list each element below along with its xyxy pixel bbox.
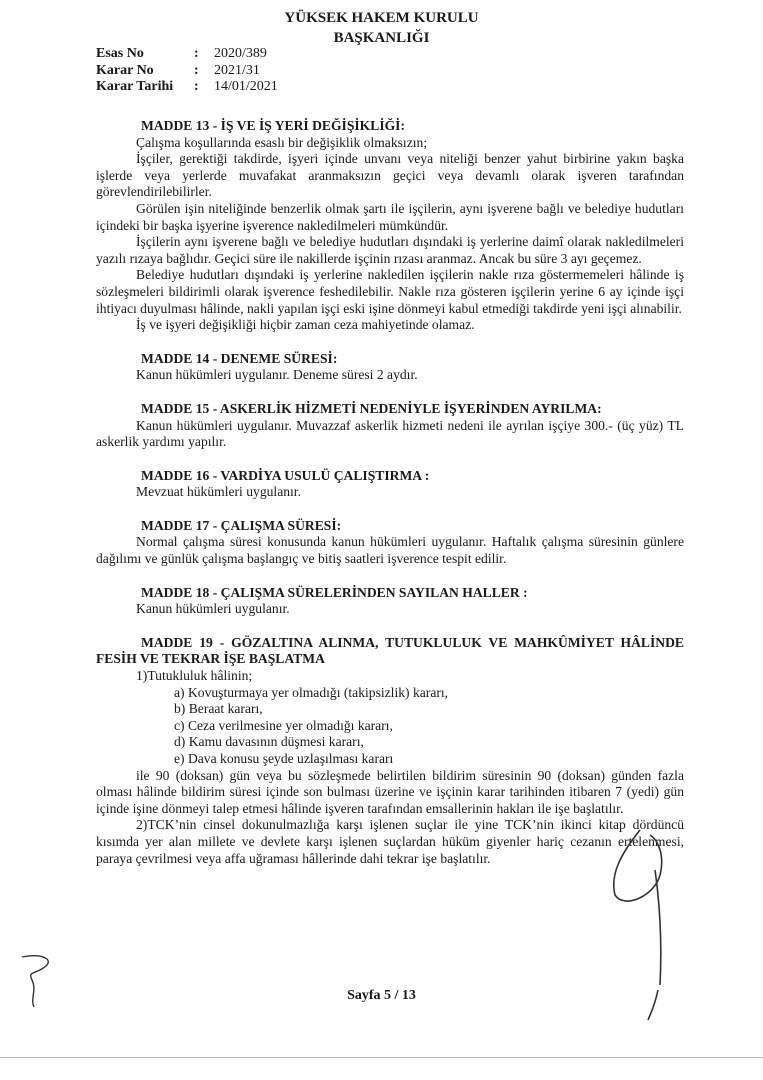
meta-value: 2020/389: [214, 46, 267, 61]
article-15-title: MADDE 15 - ASKERLİK HİZMETİ NEDENİYLE İŞYERİNDEN AYRILMA:: [141, 400, 602, 416]
meta-sep: :: [194, 62, 199, 78]
list-item: d) Kamu davasının düşmesi kararı,: [174, 734, 364, 750]
page-number: 5 / 13: [384, 988, 416, 1003]
meta-row-esas: [96, 46, 278, 63]
article-19-p1: 1)Tutukluluk hâlinin;: [136, 668, 253, 684]
meta-label: Esas No: [96, 46, 144, 61]
signature-mark-left: [12, 945, 72, 1015]
header-line-2: BAŞKANLIĞI: [333, 30, 430, 46]
document-header: [0, 8, 763, 48]
article-13-title: MADDE 13 - İŞ VE İŞ YERİ DEĞİŞİKLİĞİ:: [141, 118, 406, 133]
list-item: e) Dava konusu şeyde uzlaşılması kararı: [174, 751, 394, 766]
article-19-list: [174, 685, 684, 768]
scan-edge-line: [0, 1057, 763, 1058]
article-14-p1: Kanun hükümleri uygulanır. Deneme süresi 2 aydır.: [136, 367, 418, 383]
article-18-p1: Kanun hükümleri uygulanır.: [136, 601, 290, 617]
meta-row-tarih: [96, 79, 278, 96]
article-13-p1: Çalışma koşullarında esaslı bir değişiklik olmaksızın;: [136, 134, 428, 150]
article-13-p3: Görülen işin niteliğinde benzerlik olmak şartı ile işçilerin, aynı işverene bağlı ve belediye hudutları içindeki bir başka işyerine işverence nakledilmeleri mümkündür.: [96, 200, 684, 233]
article-15-p1: Kanun hükümleri uygulanır. Muvazzaf askerlik hizmeti nedeni ile ayrılan işçiye 300.- (üç yüz) TL askerlik yardımı yapılır.: [96, 417, 684, 450]
article-17-title: MADDE 17 - ÇALIŞMA SÜRESİ:: [141, 517, 342, 533]
article-13-p6: İş ve işyeri değişikliği hiçbir zaman ceza mahiyetinde olamaz.: [136, 317, 475, 333]
meta-value: 14/01/2021: [214, 79, 278, 94]
meta-sep: :: [194, 46, 199, 61]
article-13-p2: İşçiler, gerektiği takdirde, işyeri içinde unvanı veya niteliği benzer yahut birbirine yakın başka işlerde veya yerlerde muvafakat aranmaksızın geçici veya devamlı olarak işveren tarafından görevlendirilebilirler.: [96, 151, 684, 200]
meta-label: Karar No: [96, 62, 154, 78]
document-body: [96, 118, 684, 867]
article-19-title: MADDE 19 - GÖZALTINA ALINMA, TUTUKLULUK VE MAHKÛMİYET HÂLİNDE FESİH VE TEKRAR İŞE BAŞLATMA: [96, 634, 684, 667]
article-14-title: MADDE 14 - DENEME SÜRESİ:: [141, 350, 338, 366]
article-13-p5: Belediye hudutları dışındaki iş yerlerine nakledilen işçilerin nakle rıza göstermemeleri hâlinde iş sözleşmeleri bildirimli olarak işverence feshedilebilir. Nakle rıza gösteren işçilerin yerine 6 ay içinde işçi ihtiyacı duyulması hâlinde, nakli yapılan işçi eski işine dönmeyi kabul etmediği takdirde yeni işçi alınabilir.: [96, 267, 684, 316]
article-19-p3: 2)TCK’nin cinsel dokunulmazlığa karşı işlenen suçlar ile yine TCK’nin ikinci kitap dördüncü kısımda yer alan millete ve devlete karşı işlenen suçlardan hüküm giyenler hariç cezanın ertelenmesi, paraya çevrilmesi veya affa uğraması hâllerinde dahi tekrar işe başlatılır.: [96, 817, 684, 866]
article-17-p1: Normal çalışma süresi konusunda kanun hükümleri uygulanır. Haftalık çalışma süresinin günlere dağılımı ve günlük çalışma başlangıç ve bitiş saatleri işverence tespit edilir.: [96, 534, 684, 567]
article-13-p4: İşçilerin aynı işverene bağlı ve belediye hudutları dışındaki iş yerlerine daimî olarak nakledilmeleri yazılı rızaya bağlıdır. Geçici süre ile nakillerde işçinin rızası aranmaz. Ancak bu süre 3 ayı geçemez.: [96, 234, 684, 266]
article-18-title: MADDE 18 - ÇALIŞMA SÜRELERİNDEN SAYILAN HALLER :: [141, 584, 528, 600]
article-16-title: MADDE 16 - VARDİYA USULÜ ÇALIŞTIRMA :: [141, 467, 430, 483]
page-footer: [0, 988, 763, 1004]
list-item: b) Beraat kararı,: [174, 701, 263, 717]
article-16-p1: Mevzuat hükümleri uygulanır.: [136, 484, 301, 500]
case-meta: [96, 46, 278, 96]
meta-label: Karar Tarihi: [96, 79, 174, 94]
meta-row-karar: [96, 63, 278, 80]
page-label: Sayfa: [347, 988, 381, 1003]
list-item: c) Ceza verilmesine yer olmadığı kararı,: [174, 717, 393, 733]
meta-value: 2021/31: [214, 62, 260, 78]
list-item: a) Kovuşturmaya yer olmadığı (takipsizlik) kararı,: [174, 684, 449, 700]
header-line-1: YÜKSEK HAKEM KURULU: [284, 10, 479, 26]
article-19-p2: ile 90 (doksan) gün veya bu sözleşmede belirtilen bildirim süresinin 90 (doksan) günden fazla olması hâlinde bildirim süresi içinde son bulması üzerine ve işçinin karar tarihinden itibaren 7 (yedi) gün içinde işine dönmeyi talep etmesi hâlinde işveren tarafından emsallerinin hakları ile işe başlatılır.: [96, 767, 684, 816]
meta-sep: :: [194, 79, 199, 94]
